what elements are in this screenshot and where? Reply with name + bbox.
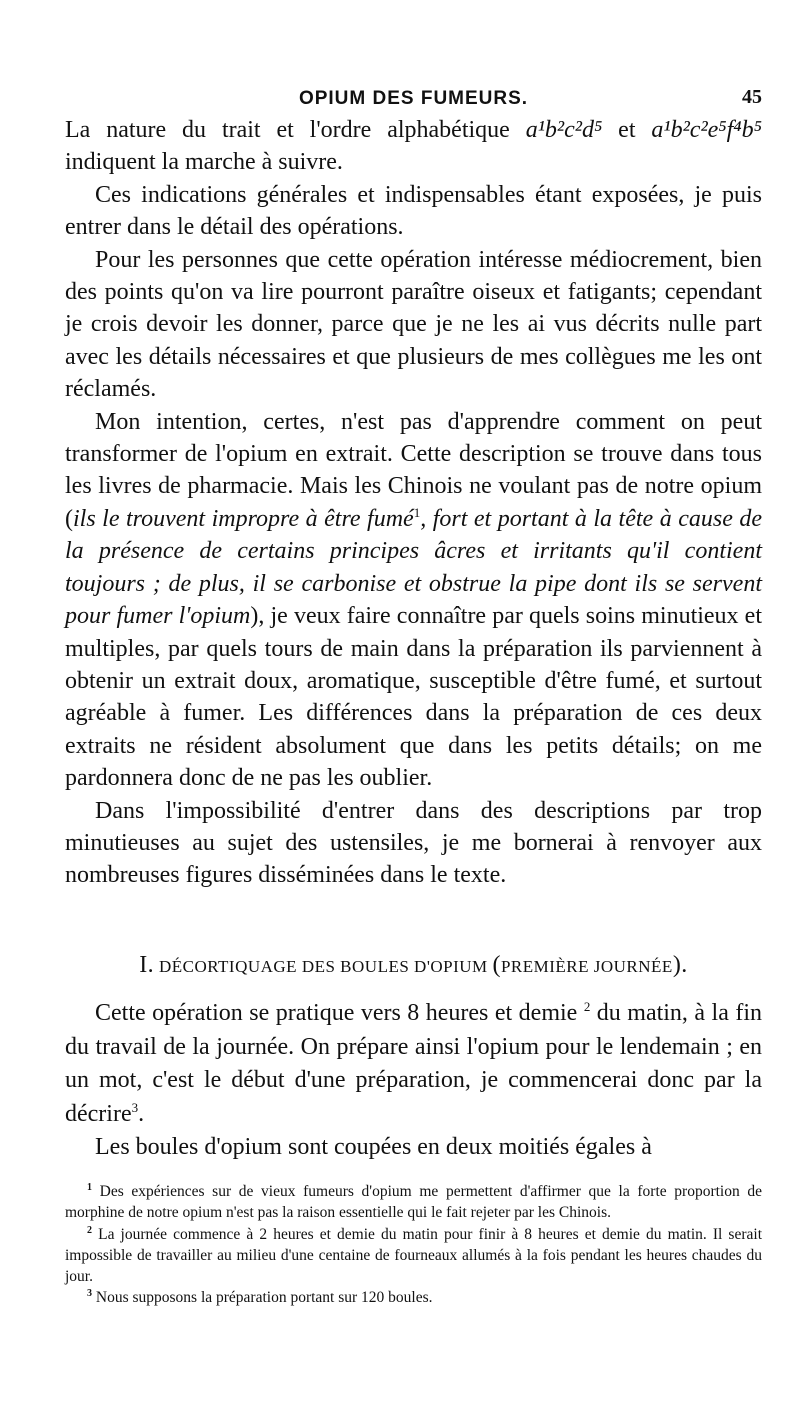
section-number: I. — [139, 952, 155, 978]
section-text — [65, 997, 762, 1165]
page-number: 45 — [742, 86, 762, 108]
footnote-ref-3[interactable]: 3 — [131, 1099, 139, 1115]
paragraph-6-text-c: . — [138, 1100, 145, 1127]
paragraph-1 — [65, 114, 762, 179]
paragraph-2: Ces indications générales et indispensables étant exposées, je puis entrer dans le détail des opérations. — [65, 181, 762, 241]
footnote-1 — [65, 1181, 762, 1224]
section-open-paren: ( — [492, 952, 501, 978]
footnote-3 — [65, 1287, 762, 1308]
footnote-2-text: La journée commence à 2 heures et demie du matin pour finir à 8 heures et demie du matin. Il serait impossible de travailler au milieu d'une centaine de fourneaux allumés à la fois pendant les heures chaudes du jour. — [65, 1225, 762, 1286]
page-header — [65, 84, 762, 114]
footnote-3-text: Nous supposons la préparation portant sur 120 boules. — [92, 1289, 433, 1307]
footnote-1-text: Des expériences sur de vieux fumeurs d'opium me permettent d'affirmer que la forte proportion de morphine de notre opium n'est pas la raison essentielle qui le fait rejeter par les Chinois. — [65, 1183, 762, 1222]
footnote-1-mark: 1 — [87, 1181, 92, 1193]
paragraph-1-text-b: indiquent la marche à suivre. — [65, 149, 343, 176]
paragraph-6-text-a: Cette opération se pratique vers 8 heures et demie — [95, 1000, 584, 1026]
paragraph-3: Pour les personnes que cette opération intéresse médiocrement, bien des points qu'on va lire pourront paraître oiseux et fatigants; cependant je crois devoir les donner, parce que je ne les ai vus décrits nulle part avec les détails nécessaires et que plusieurs de mes collègues me les ont réclamés. — [65, 246, 762, 403]
paragraph-4-italic-2: , fort et portant à la tête à cause de la présence de certains principes âcres et irritants qu'il contient toujours ; de plus, il se carbonise et obstrue la pipe dont ils se servent pour fumer l'opium — [65, 505, 762, 630]
section-subtitle: PREMIÈRE JOURNÉE — [500, 957, 673, 976]
paragraph-1-text-a: La nature du trait et l'ordre alphabétique — [65, 117, 526, 143]
main-text — [65, 114, 762, 892]
paragraph-4-text-b: ), je veux faire connaître par quels soins minutieux et multiples, par quels tours de main dans la préparation ils parviennent à obtenir un extrait doux, aromatique, susceptible d'être fumé, et surtout agréable à fumer. Les différences dans la préparation de ces deux extraits ne résident absolument que dans les petits détails; on me pardonnera donc de ne pas les oublier. — [65, 603, 762, 792]
section-close-paren: ). — [672, 952, 688, 978]
footnote-2 — [65, 1224, 762, 1288]
footnote-2-mark: 2 — [87, 1224, 92, 1236]
paragraph-4 — [65, 406, 762, 795]
footnote-3-mark: 3 — [87, 1288, 92, 1300]
section-title: DÉCORTIQUAGE DES BOULES D'OPIUM — [158, 957, 488, 976]
footnote-ref-1[interactable]: 1 — [413, 504, 421, 520]
paragraph-1-et: et — [602, 117, 652, 143]
paragraph-4-italic-1: ils le trouvent impropre à être fumé — [73, 505, 414, 532]
paragraph-6 — [65, 997, 762, 1131]
running-title: OPIUM DES FUMEURS. — [298, 88, 529, 109]
paragraph-5: Dans l'impossibilité d'entrer dans des descriptions par trop minutieuses au sujet des ustensiles, je me bornerai à renvoyer aux nombreuses figures disséminées dans le texte. — [65, 797, 762, 889]
formula-1: a¹b²c²d⁵ — [525, 117, 603, 143]
footnotes — [65, 1181, 762, 1309]
formula-2: a¹b²c²e⁵f⁴b⁵ — [651, 117, 762, 143]
paragraph-4-text-a: Mon intention, certes, n'est pas d'apprendre comment on peut transformer de l'opium en extrait. Cette description se trouve dans tous les livres de pharmacie. Mais les Chinois ne voulant pas de notre opium ( — [65, 408, 762, 532]
section-heading — [65, 952, 762, 979]
paragraph-7: Les boules d'opium sont coupées en deux moitiés égales à — [95, 1134, 652, 1160]
footnote-ref-2[interactable]: 2 — [583, 999, 591, 1014]
paragraph-6-text-b: du matin, à la fin du travail de la journée. On prépare ainsi l'opium pour le lendemain ; en un mot, c'est le début d'une préparation, je commencerai donc par la décrire — [65, 1000, 762, 1127]
